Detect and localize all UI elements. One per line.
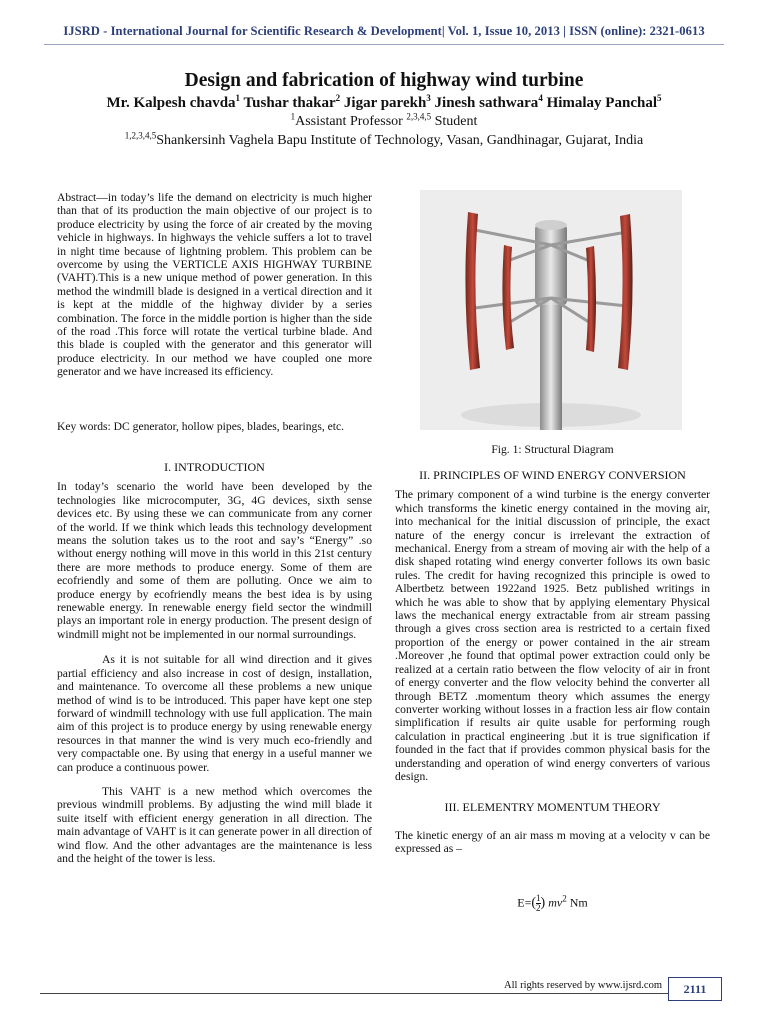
section-heading-principles: II. PRINCIPLES OF WIND ENERGY CONVERSION bbox=[419, 468, 686, 482]
equation-lhs: E= bbox=[517, 895, 532, 910]
author-list bbox=[0, 95, 768, 112]
author-sup: 5 bbox=[656, 93, 662, 103]
equation-numerator: 1 bbox=[536, 893, 541, 903]
section-heading-introduction: I. INTRODUCTION bbox=[164, 460, 265, 474]
intro-section bbox=[57, 461, 372, 865]
equation-unit: Nm bbox=[566, 895, 588, 910]
abstract-text: Abstract—in today’s life the demand on electricity is much higher than that of its production the main objective of our project is to produce electricity by using the force of air created by the moving vehicle in highways. In highways the vehicle suffers a lot to travel in night time because of lightning problem. This problem can be overcome by using the VERTICLE AXIS HIGHWAY TURBINE (VAHT).This is a new unique method of power generation. In this method the windmill blade is designed in a vertical direction and it is kept at the middle of the highway divider by a series combination. The force in the middle portion is higher than the side of the road .This force will rotate the vertical turbine blade. And this blade is coupled with the generator and this generator will produce electricity. In our method we have coupled one more generator and we have increased its efficiency. bbox=[57, 191, 372, 379]
intro-paragraph: This VAHT is a new method which overcomes the previous windmill problems. By adjusting the wind mill blade it suite itself with efficient energy generation in all direction. The main advantage of VAHT is it can generate power in all direction of wind flow. And the other advantages are the maintenance is less and the height of the tower is less. bbox=[57, 784, 372, 865]
author-sup: 4 bbox=[538, 93, 543, 103]
affil-role-1: Assistant Professor bbox=[295, 114, 407, 129]
author-name: Jigar parekh bbox=[343, 95, 427, 111]
equation-denominator: 2 bbox=[536, 903, 541, 913]
page-number: 2111 bbox=[668, 977, 722, 1001]
intro-paragraph: As it is not suitable for all wind direction and it gives partial efficiency and also increase in cost of design, installation, and maintenance. To overcome all these problems a new unique method of wind is to be introduced. This paper have kept one step forward of windmill technology with use full application. The main aim of this project is to produce energy by using renewable energy resources in that manner the wind is very much eco-friendly and very compactable one. By using that energy in a useful manner we can produce a continuous power. bbox=[57, 653, 372, 774]
author-name: Tushar thakar bbox=[243, 95, 336, 111]
author-sup: 1 bbox=[235, 93, 241, 103]
section-heading-momentum: III. ELEMENTRY MOMENTUM THEORY bbox=[444, 800, 661, 815]
affiliation-roles bbox=[0, 111, 768, 130]
author-name: Mr. Kalpesh chavda bbox=[106, 95, 236, 111]
figure-caption: Fig. 1: Structural Diagram bbox=[491, 443, 614, 456]
header-rule bbox=[44, 44, 724, 45]
footer-rule bbox=[40, 993, 708, 994]
author-sup: 3 bbox=[426, 93, 431, 103]
principles-paragraph: The primary component of a wind turbine is the energy converter which transforms the kinetic energy contained in the moving air, into mechanical for the initial discussion of principle, the exact nature of the energy concur is irrelevant the extraction of mechanical. Energy from a stream of moving air with the help of a disk shaped rotating wind energy converter follows its own basic rules. The credit for having recognized this principle is owed to Albertbetz between 1922and 1925. Betz published writings in which he was able to show that by applying elementary Physical laws the mechanical energy extractable from air stream passing through a gives cross section area is restricted to a certain fixed proportion of the energy or power contained in the air stream .Moreover ,he found that optimal power extraction could only be realized at a certain ratio between the flow velocity of air in front of energy converter and the flow velocity behind the converter all through BETZ .momentum theory which assumes the energy converter working without losses in a fraction less air flow contain simplification if results air quite usable for performing rough calculation in practical engineering .but it is true signification if founded in the fact that if provides common physical basis for the understanding and operation of wind energy converters of various design. bbox=[395, 488, 710, 783]
author-name: Himalay Panchal bbox=[546, 95, 657, 111]
affil-sup: 1 bbox=[290, 111, 296, 122]
principles-section bbox=[395, 469, 710, 856]
momentum-paragraph: The kinetic energy of an air mass m moving at a velocity v can be expressed as – bbox=[395, 828, 710, 856]
footer-rights: All rights reserved by www.ijsrd.com bbox=[504, 980, 662, 991]
affiliation-institute bbox=[0, 130, 768, 149]
paper-title: Design and fabrication of highway wind turbine bbox=[184, 70, 584, 91]
affil-role-2: Student bbox=[431, 114, 478, 129]
institute-name: Shankersinh Vaghela Bapu Institute of Technology, Vasan, Gandhinagar, Gujarat, India bbox=[156, 133, 644, 148]
wind-turbine-illustration bbox=[420, 190, 682, 430]
affil-sup: 1,2,3,4,5 bbox=[124, 130, 157, 141]
keywords bbox=[57, 420, 372, 433]
keywords-text: Key words: DC generator, hollow pipes, blades, bearings, etc. bbox=[57, 420, 345, 433]
journal-header: IJSRD - International Journal for Scientific Research & Development| Vol. 1, Issue 10, 2013 | ISSN (online): 2321-0613 bbox=[63, 24, 705, 38]
abstract bbox=[57, 191, 372, 379]
equation-body: mv bbox=[548, 895, 563, 910]
equation-exponent: 2 bbox=[562, 893, 567, 904]
affil-sup: 2,3,4,5 bbox=[406, 111, 432, 122]
author-sup: 2 bbox=[335, 93, 341, 103]
structural-diagram-figure bbox=[420, 190, 682, 430]
kinetic-energy-equation: E=( $\frac{1}{2}$ ) $mv^2$ Nm bbox=[517, 893, 588, 913]
intro-paragraph: In today’s scenario the world have been developed by the technologies like microcomputer, 3G, 4G devices, sixth sense devices etc. By using these we can communicate from any corner of the world. If we think which leads this technology development means the solution takes us to the root and say’s “Energy” .so without energy nothing will move in this world in this 21st century there are more methods to produce energy. Some of them are ecofriendly and some of them are polluting. Once we aim to produce energy by ecofriendly means the best idea is by using renewable energy. In renewable energy field sector the windmill plays an important role in energy production. The present design of windmill might not be implemented in our normal surroundings. bbox=[57, 480, 372, 641]
author-name: Jinesh sathwara bbox=[434, 95, 539, 111]
